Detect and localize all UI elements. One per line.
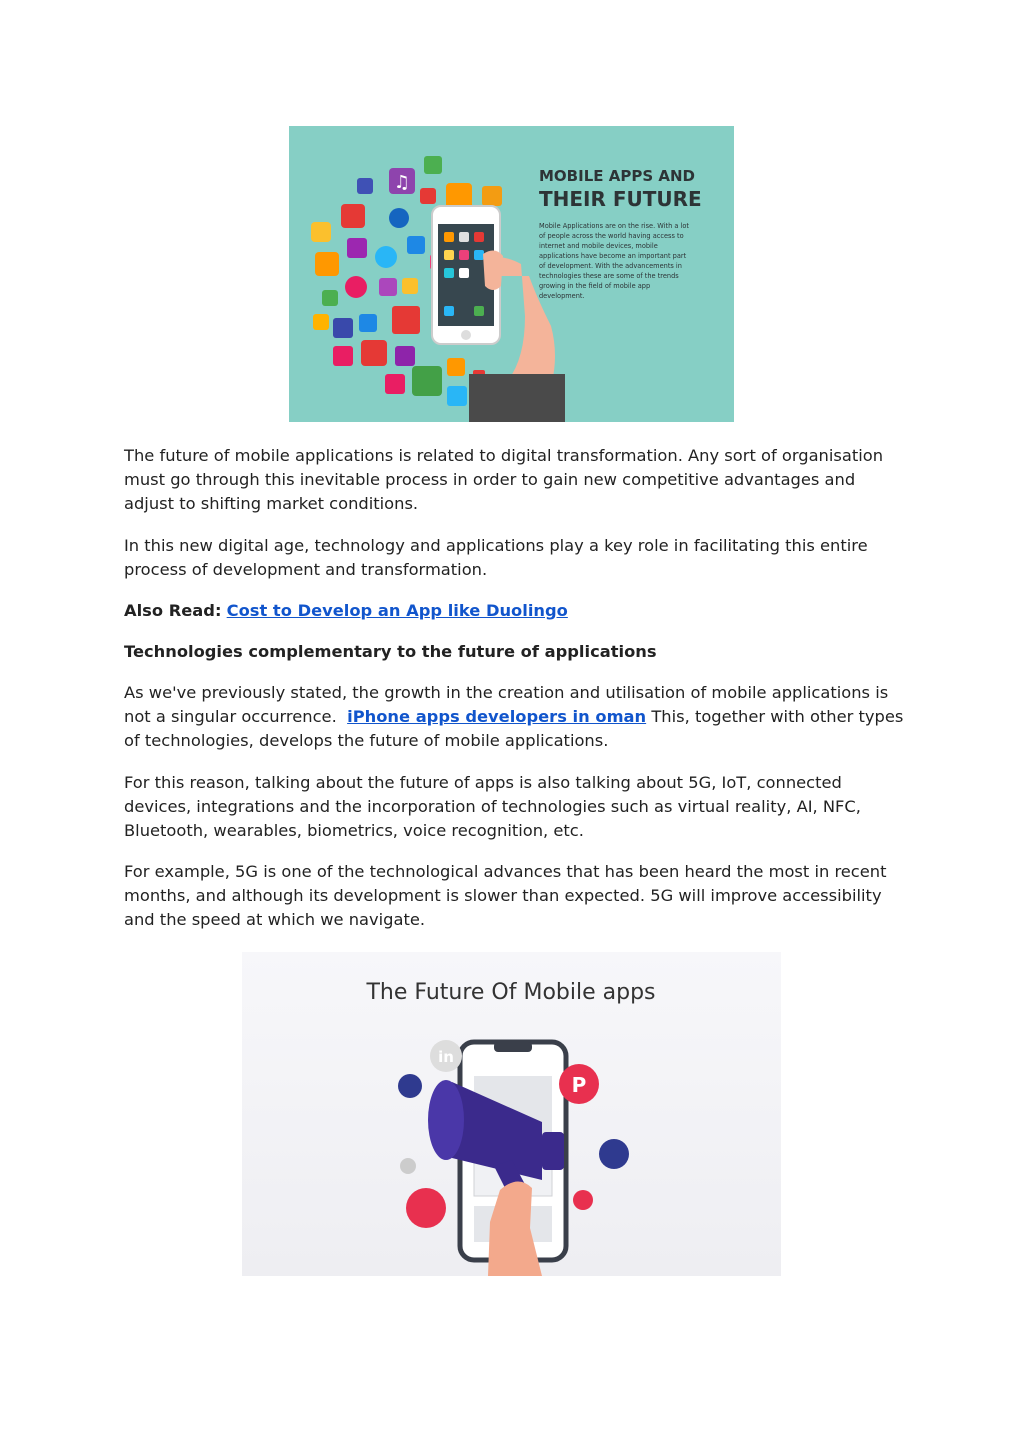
- image-title: The Future Of Mobile apps: [366, 980, 656, 1005]
- paragraph-technologies: For this reason, talking about the future of apps is also talking about 5G, IoT, connected devices, integrations and the incorporation of technologies such as virtual reality, AI, NFC, Bluetooth, wearables, biometrics, voice recognition, etc.: [124, 773, 861, 840]
- future-mobile-apps-image: [242, 952, 781, 1276]
- hero-blurb: [539, 222, 689, 300]
- hero-title-line1: MOBILE APPS AND: [539, 167, 695, 185]
- hero-blurb-line: applications have become an important part: [539, 252, 687, 260]
- paragraph-growth-end: This, together with other types of technologies, develops the future of mobile applications.: [124, 707, 904, 750]
- paragraph-growth: [124, 681, 904, 753]
- hero-blurb-line: growing in the field of mobile app: [539, 282, 651, 290]
- hero-blurb-line: technologies these are some of the trends: [539, 272, 679, 280]
- iphone-developers-link[interactable]: iPhone apps developers in oman: [347, 707, 647, 726]
- hero-image-mobile-apps: [289, 126, 734, 422]
- svg-text:♫: ♫: [393, 172, 411, 193]
- svg-text:in: in: [438, 1048, 454, 1066]
- svg-text:P: P: [571, 1073, 587, 1097]
- paragraph-digital-age: In this new digital age, technology and applications play a key role in facilitating this entire process of development and transformation.: [124, 536, 868, 579]
- hero-title-line2: THEIR FUTURE: [539, 187, 702, 211]
- paragraph-growth-start: As we've previously stated, the growth in the creation and utilisation of mobile applications is not a singular occurrence.: [124, 683, 889, 726]
- hero-blurb-line: of people across the world having access to: [539, 232, 684, 240]
- section-heading: Technologies complementary to the future of applications: [124, 642, 657, 661]
- paragraph-intro: The future of mobile applications is related to digital transformation. Any sort of organisation must go through this inevitable process in order to gain new competitive advantages and adjust to shifting market conditions.: [124, 446, 884, 513]
- hero-blurb-line: Mobile Applications are on the rise. With a lot: [539, 222, 689, 230]
- hero-blurb-line: internet and mobile devices, mobile: [539, 242, 658, 250]
- paragraph-5g: For example, 5G is one of the technological advances that has been heard the most in recent months, and although its development is slower than expected. 5G will improve accessibility and the speed at which we navigate.: [124, 862, 887, 929]
- also-read: [124, 599, 904, 623]
- hero-blurb-line: of development. With the advancements in: [539, 262, 682, 270]
- sleeve: [469, 374, 565, 422]
- also-read-link[interactable]: Cost to Develop an App like Duolingo: [226, 601, 568, 620]
- hero-blurb-line: development.: [539, 292, 585, 300]
- also-read-label: Also Read:: [124, 601, 222, 620]
